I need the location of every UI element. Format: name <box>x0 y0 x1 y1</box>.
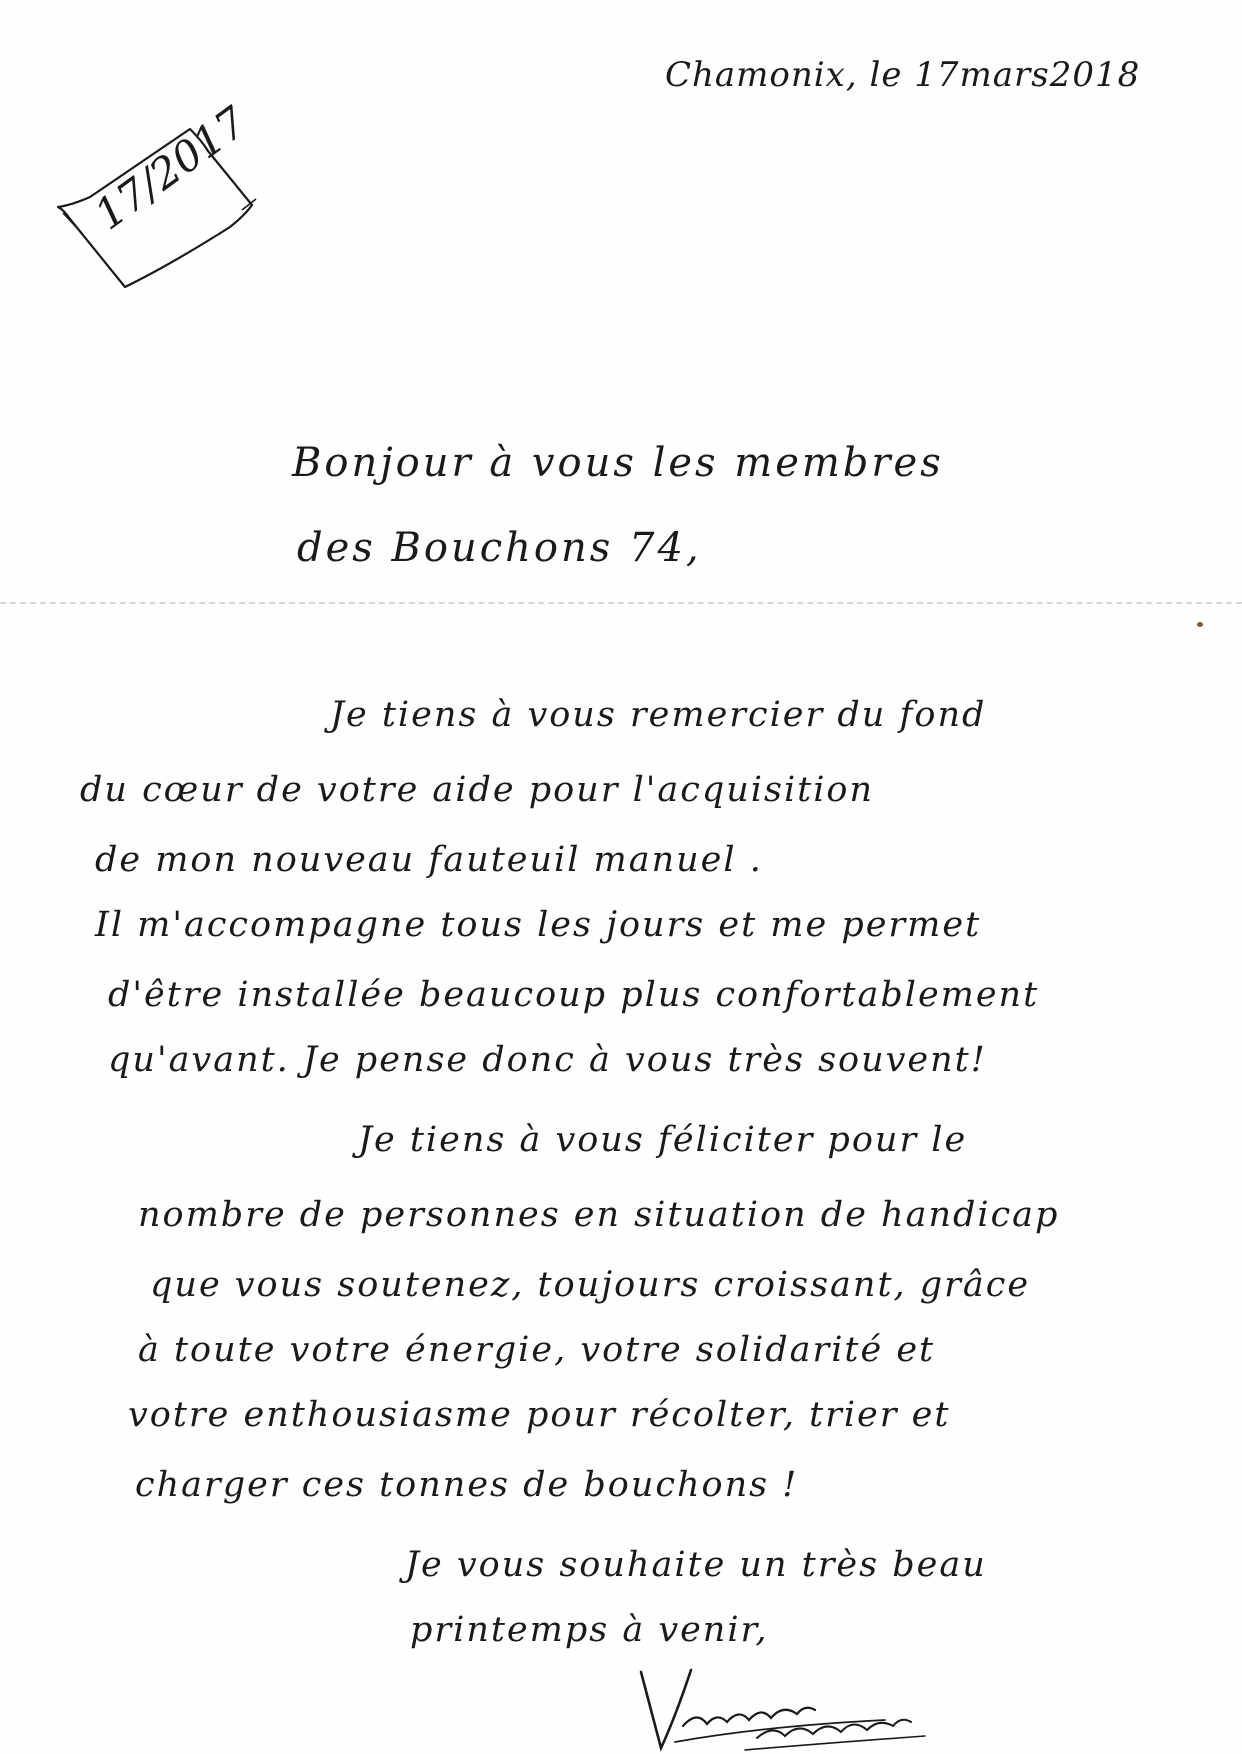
paragraph1-line-3: de mon nouveau fauteuil manuel . <box>95 840 763 880</box>
reference-stamp-text: 17/2017 <box>85 97 256 240</box>
paragraph2-line-1: Je tiens à vous féliciter pour le <box>358 1120 968 1160</box>
greeting-line-2: des Bouchons 74, <box>297 525 702 571</box>
place-date: Chamonix, le 17mars2018 <box>665 55 1141 95</box>
paragraph1-line-5: d'être installée beaucoup plus confortablement <box>108 975 1040 1015</box>
paragraph1-line-1: Je tiens à vous remercier du fond <box>330 695 987 735</box>
reference-stamp <box>30 97 270 300</box>
paragraph2-line-3: que vous soutenez, toujours croissant, grâce <box>150 1265 1031 1305</box>
paragraph1-line-2: du cœur de votre aide pour l'acquisition <box>80 770 875 810</box>
paragraph2-line-4: à toute votre énergie, votre solidarité et <box>138 1330 936 1370</box>
paragraph2-line-2: nombre de personnes en situation de handicap <box>138 1195 1060 1235</box>
closing-line-2: printemps à venir, <box>410 1610 769 1650</box>
closing-line-1: Je vous souhaite un très beau <box>405 1545 987 1585</box>
paragraph2-line-5: votre enthousiasme pour récolter, trier et <box>128 1395 951 1435</box>
paper-speck <box>1197 622 1203 627</box>
paragraph1-line-4: Il m'accompagne tous les jours et me permet <box>95 905 982 945</box>
fold-line <box>0 602 1242 604</box>
signature-scribble <box>635 1660 945 1754</box>
paragraph1-line-6: qu'avant. Je pense donc à vous très souvent! <box>108 1040 987 1080</box>
paragraph2-line-6: charger ces tonnes de bouchons ! <box>135 1465 799 1505</box>
signature <box>635 1660 945 1754</box>
greeting-line-1: Bonjour à vous les membres <box>292 440 944 486</box>
